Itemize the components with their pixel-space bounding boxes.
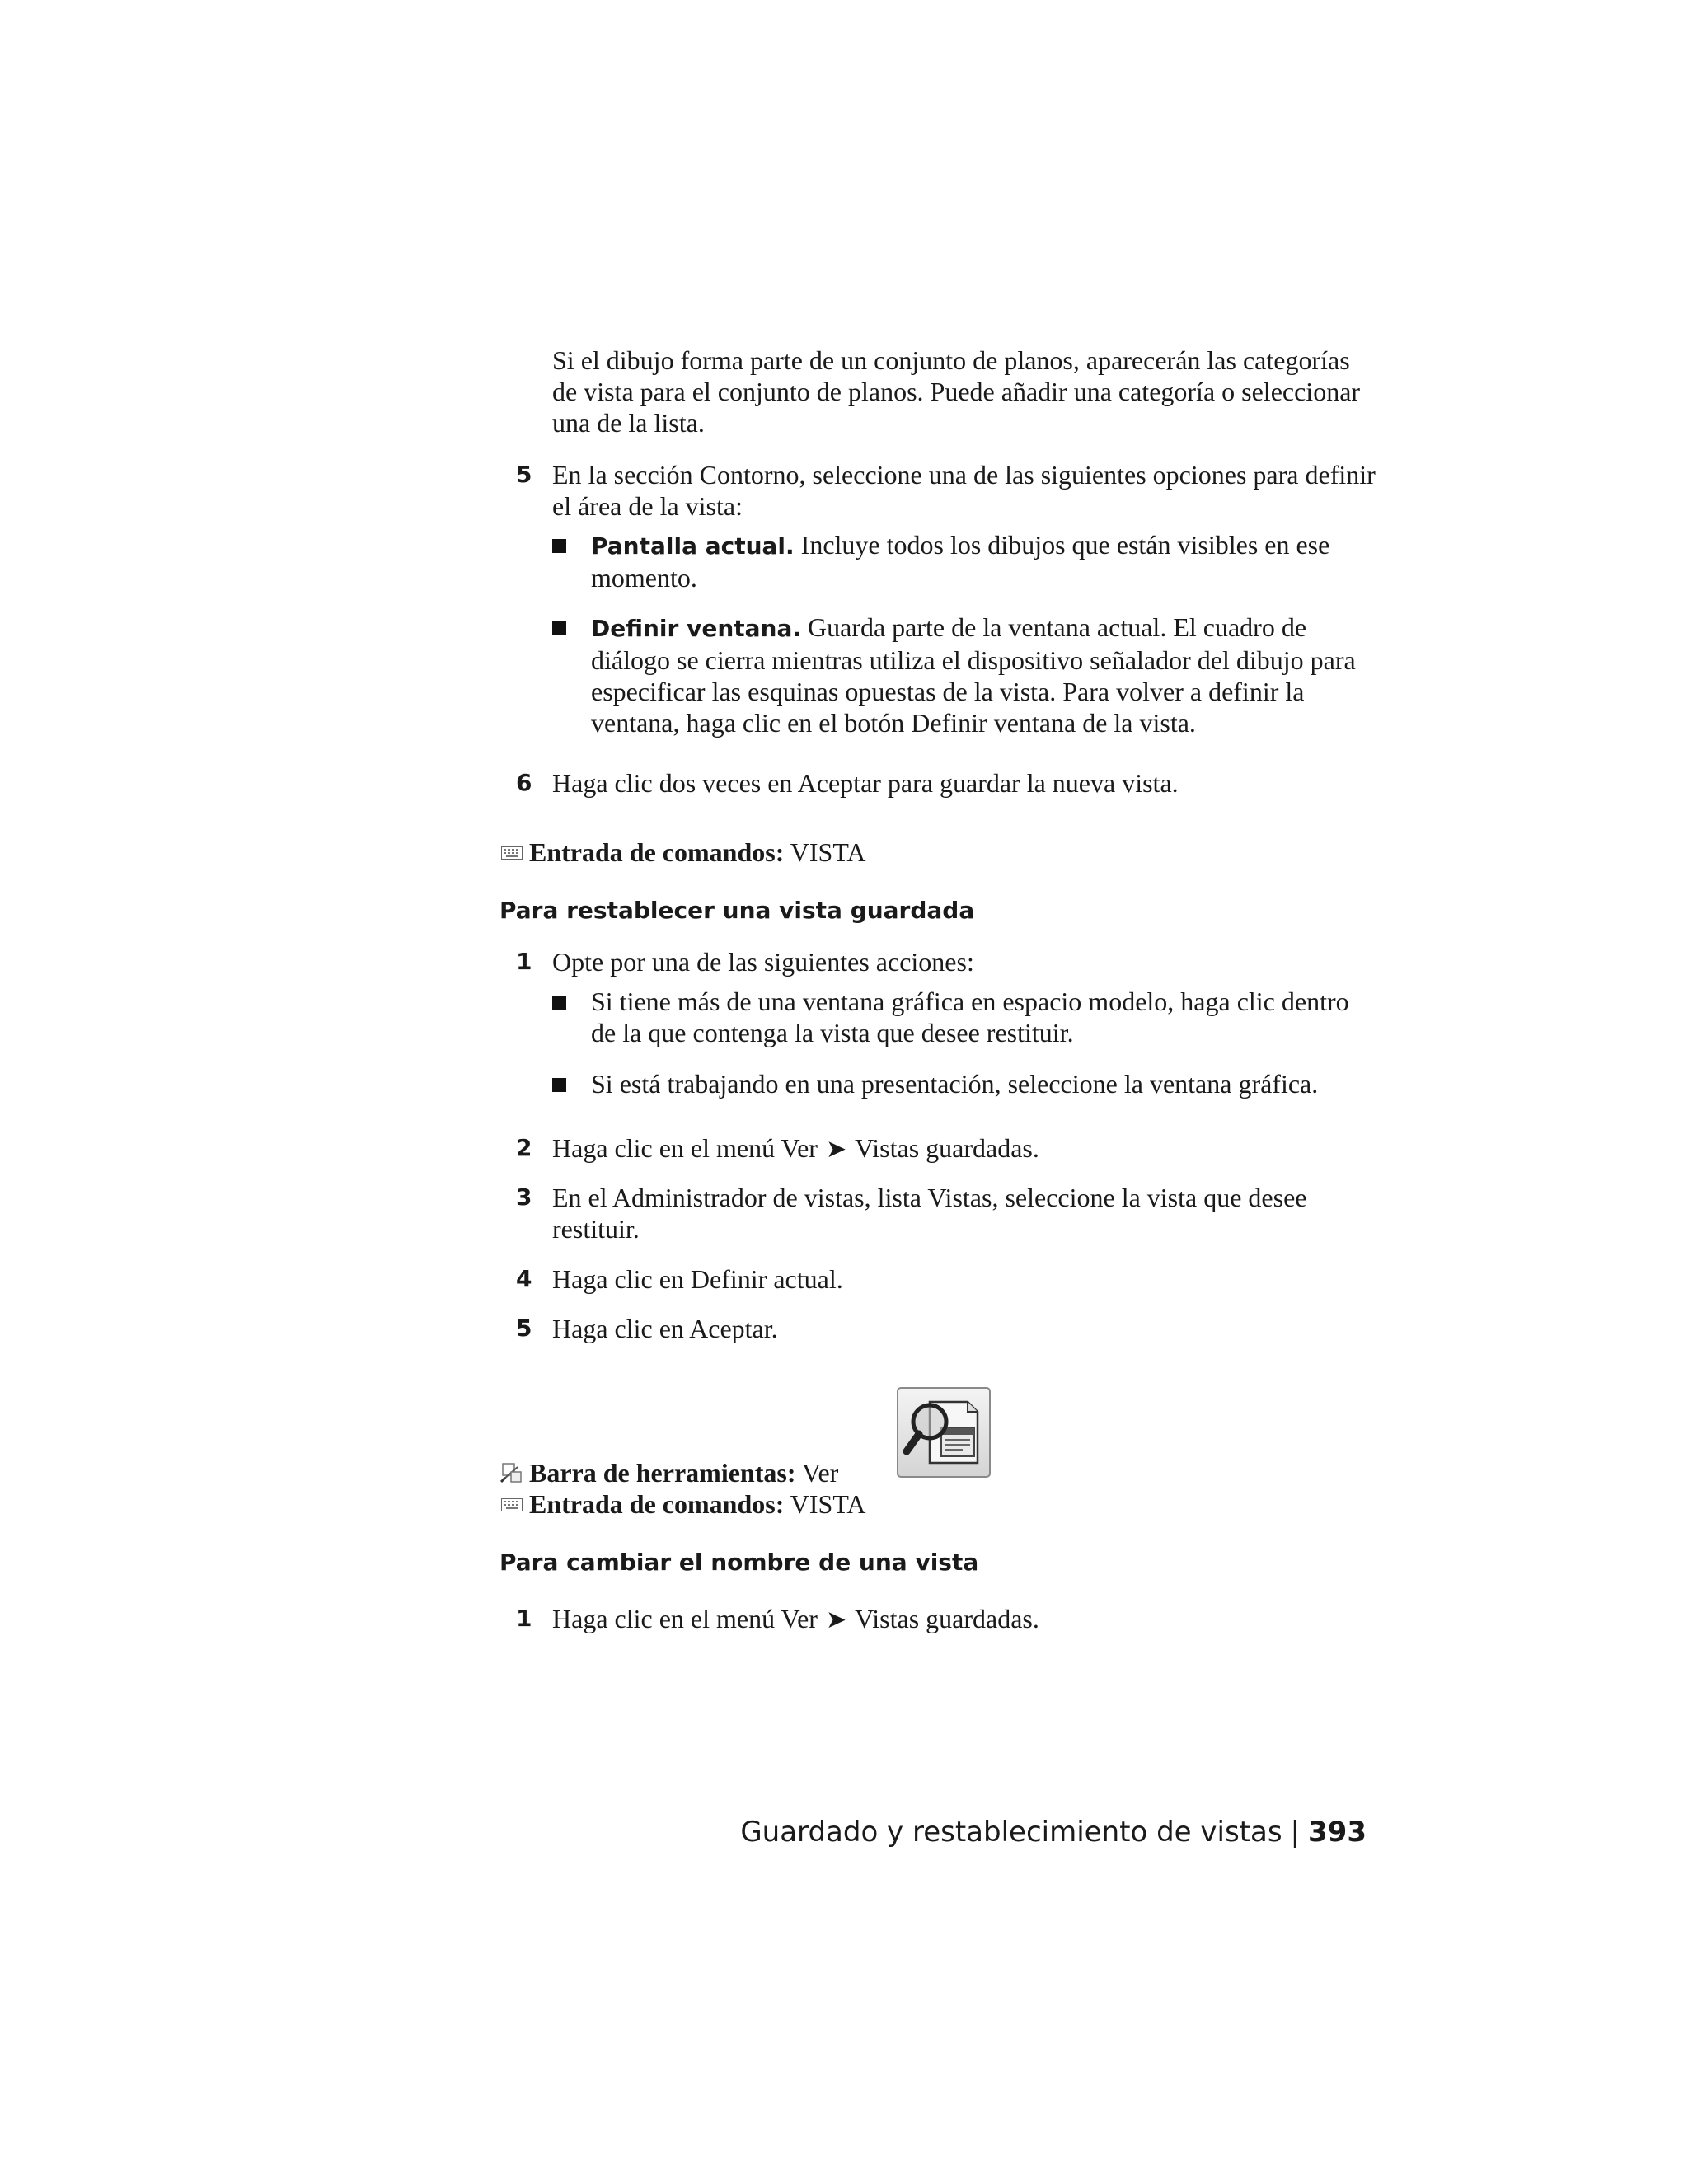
- menu-arrow-icon: ➤: [825, 1135, 847, 1164]
- keyboard-icon: [501, 846, 523, 860]
- step-1: [516, 946, 1376, 977]
- step-text: En el Administrador de vistas, lista Vistas, seleccione la vista que desee restituir.: [552, 1183, 1307, 1244]
- command-entry-label: Entrada de comandos:: [529, 1489, 785, 1519]
- step-number: 5: [516, 1315, 532, 1342]
- step-5b: [516, 1313, 1376, 1344]
- page-number: 393: [1308, 1816, 1367, 1849]
- page-footer: [740, 1815, 1367, 1849]
- option-lead: Definir ventana.: [591, 615, 801, 642]
- option-pantalla-actual: [591, 529, 1376, 593]
- toolbar-entry-label: Barra de herramientas:: [529, 1458, 796, 1488]
- step-text: Opte por una de las siguientes acciones:: [552, 947, 974, 977]
- toolbar-entry: [529, 1457, 838, 1488]
- step-number: 1: [516, 1605, 532, 1632]
- step-number: 5: [516, 461, 532, 488]
- bullet-square: [552, 1078, 566, 1092]
- step-6: [516, 767, 1376, 799]
- step-number: 3: [516, 1183, 532, 1211]
- option-lead: Pantalla actual.: [591, 532, 795, 560]
- step-number: 2: [516, 1134, 532, 1161]
- footer-title: Guardado y restablecimiento de vistas: [740, 1816, 1282, 1849]
- command-entry: [529, 837, 865, 868]
- step-text-pre: Haga clic en el menú Ver: [552, 1133, 818, 1163]
- step-text-post: Vistas guardadas.: [855, 1604, 1039, 1633]
- step-text: Haga clic en Aceptar.: [552, 1314, 778, 1343]
- command-entry-value: VISTA: [784, 837, 866, 867]
- option-text: Si está trabajando en una presentación, seleccione la ventana gráfica.: [591, 1069, 1319, 1099]
- step-5: [516, 459, 1376, 522]
- step-3: [516, 1182, 1376, 1244]
- option-text: Guarda parte de la ventana actual. El cuadro de diálogo se cierra mientras utiliza el dispositivo señalador del dibujo para especificar las esquinas opuestas de la vista. Para volver a definir la ventana, haga clic en el botón Definir ventana de la vista.: [591, 612, 1356, 738]
- option-text: Incluye todos los dibujos que están visibles en ese momento.: [591, 530, 1330, 593]
- bullet-square: [552, 996, 566, 1010]
- option-definir-ventana: [591, 612, 1382, 738]
- option-text: Si tiene más de una ventana gráfica en espacio modelo, haga clic dentro de la que contenga la vista que desee restituir.: [591, 987, 1349, 1047]
- keyboard-icon: [501, 1498, 523, 1511]
- option-layout: [591, 1068, 1399, 1099]
- step-number: 6: [516, 769, 532, 796]
- footer-separator: |: [1290, 1816, 1301, 1849]
- step-text-post: Vistas guardadas.: [855, 1133, 1039, 1163]
- step-text: En la sección Contorno, seleccione una de las siguientes opciones para definir el área de la vista:: [552, 460, 1376, 521]
- menu-arrow-icon: ➤: [825, 1605, 847, 1634]
- step-text-pre: Haga clic en el menú Ver: [552, 1604, 818, 1633]
- command-entry-value: VISTA: [784, 1489, 866, 1519]
- step-text: Haga clic en Definir actual.: [552, 1264, 843, 1294]
- intro-paragraph: Si el dibujo forma parte de un conjunto de planos, aparecerán las categorías de vista para el conjunto de planos. Puede añadir una categoría o seleccionar una de la lista.: [552, 345, 1361, 438]
- command-entry-label: Entrada de comandos:: [529, 837, 785, 867]
- heading-rename: Para cambiar el nombre de una vista: [499, 1549, 979, 1576]
- toolbar-entry-value: Ver: [795, 1458, 839, 1488]
- option-multiple-viewports: [591, 986, 1376, 1048]
- step-text: Haga clic dos veces en Aceptar para guardar la nueva vista.: [552, 768, 1179, 798]
- bullet-square: [552, 621, 566, 635]
- step-number: 4: [516, 1265, 532, 1292]
- command-entry-2: [529, 1488, 865, 1520]
- step-number: 1: [516, 948, 532, 975]
- step-4: [516, 1263, 1376, 1295]
- named-views-icon[interactable]: [897, 1387, 991, 1478]
- step-2: [516, 1132, 1376, 1165]
- heading-restore: Para restablecer una vista guardada: [499, 897, 975, 924]
- bullet-square: [552, 539, 566, 553]
- toolbar-icon: [499, 1462, 523, 1483]
- step-1-rename: [516, 1603, 1376, 1636]
